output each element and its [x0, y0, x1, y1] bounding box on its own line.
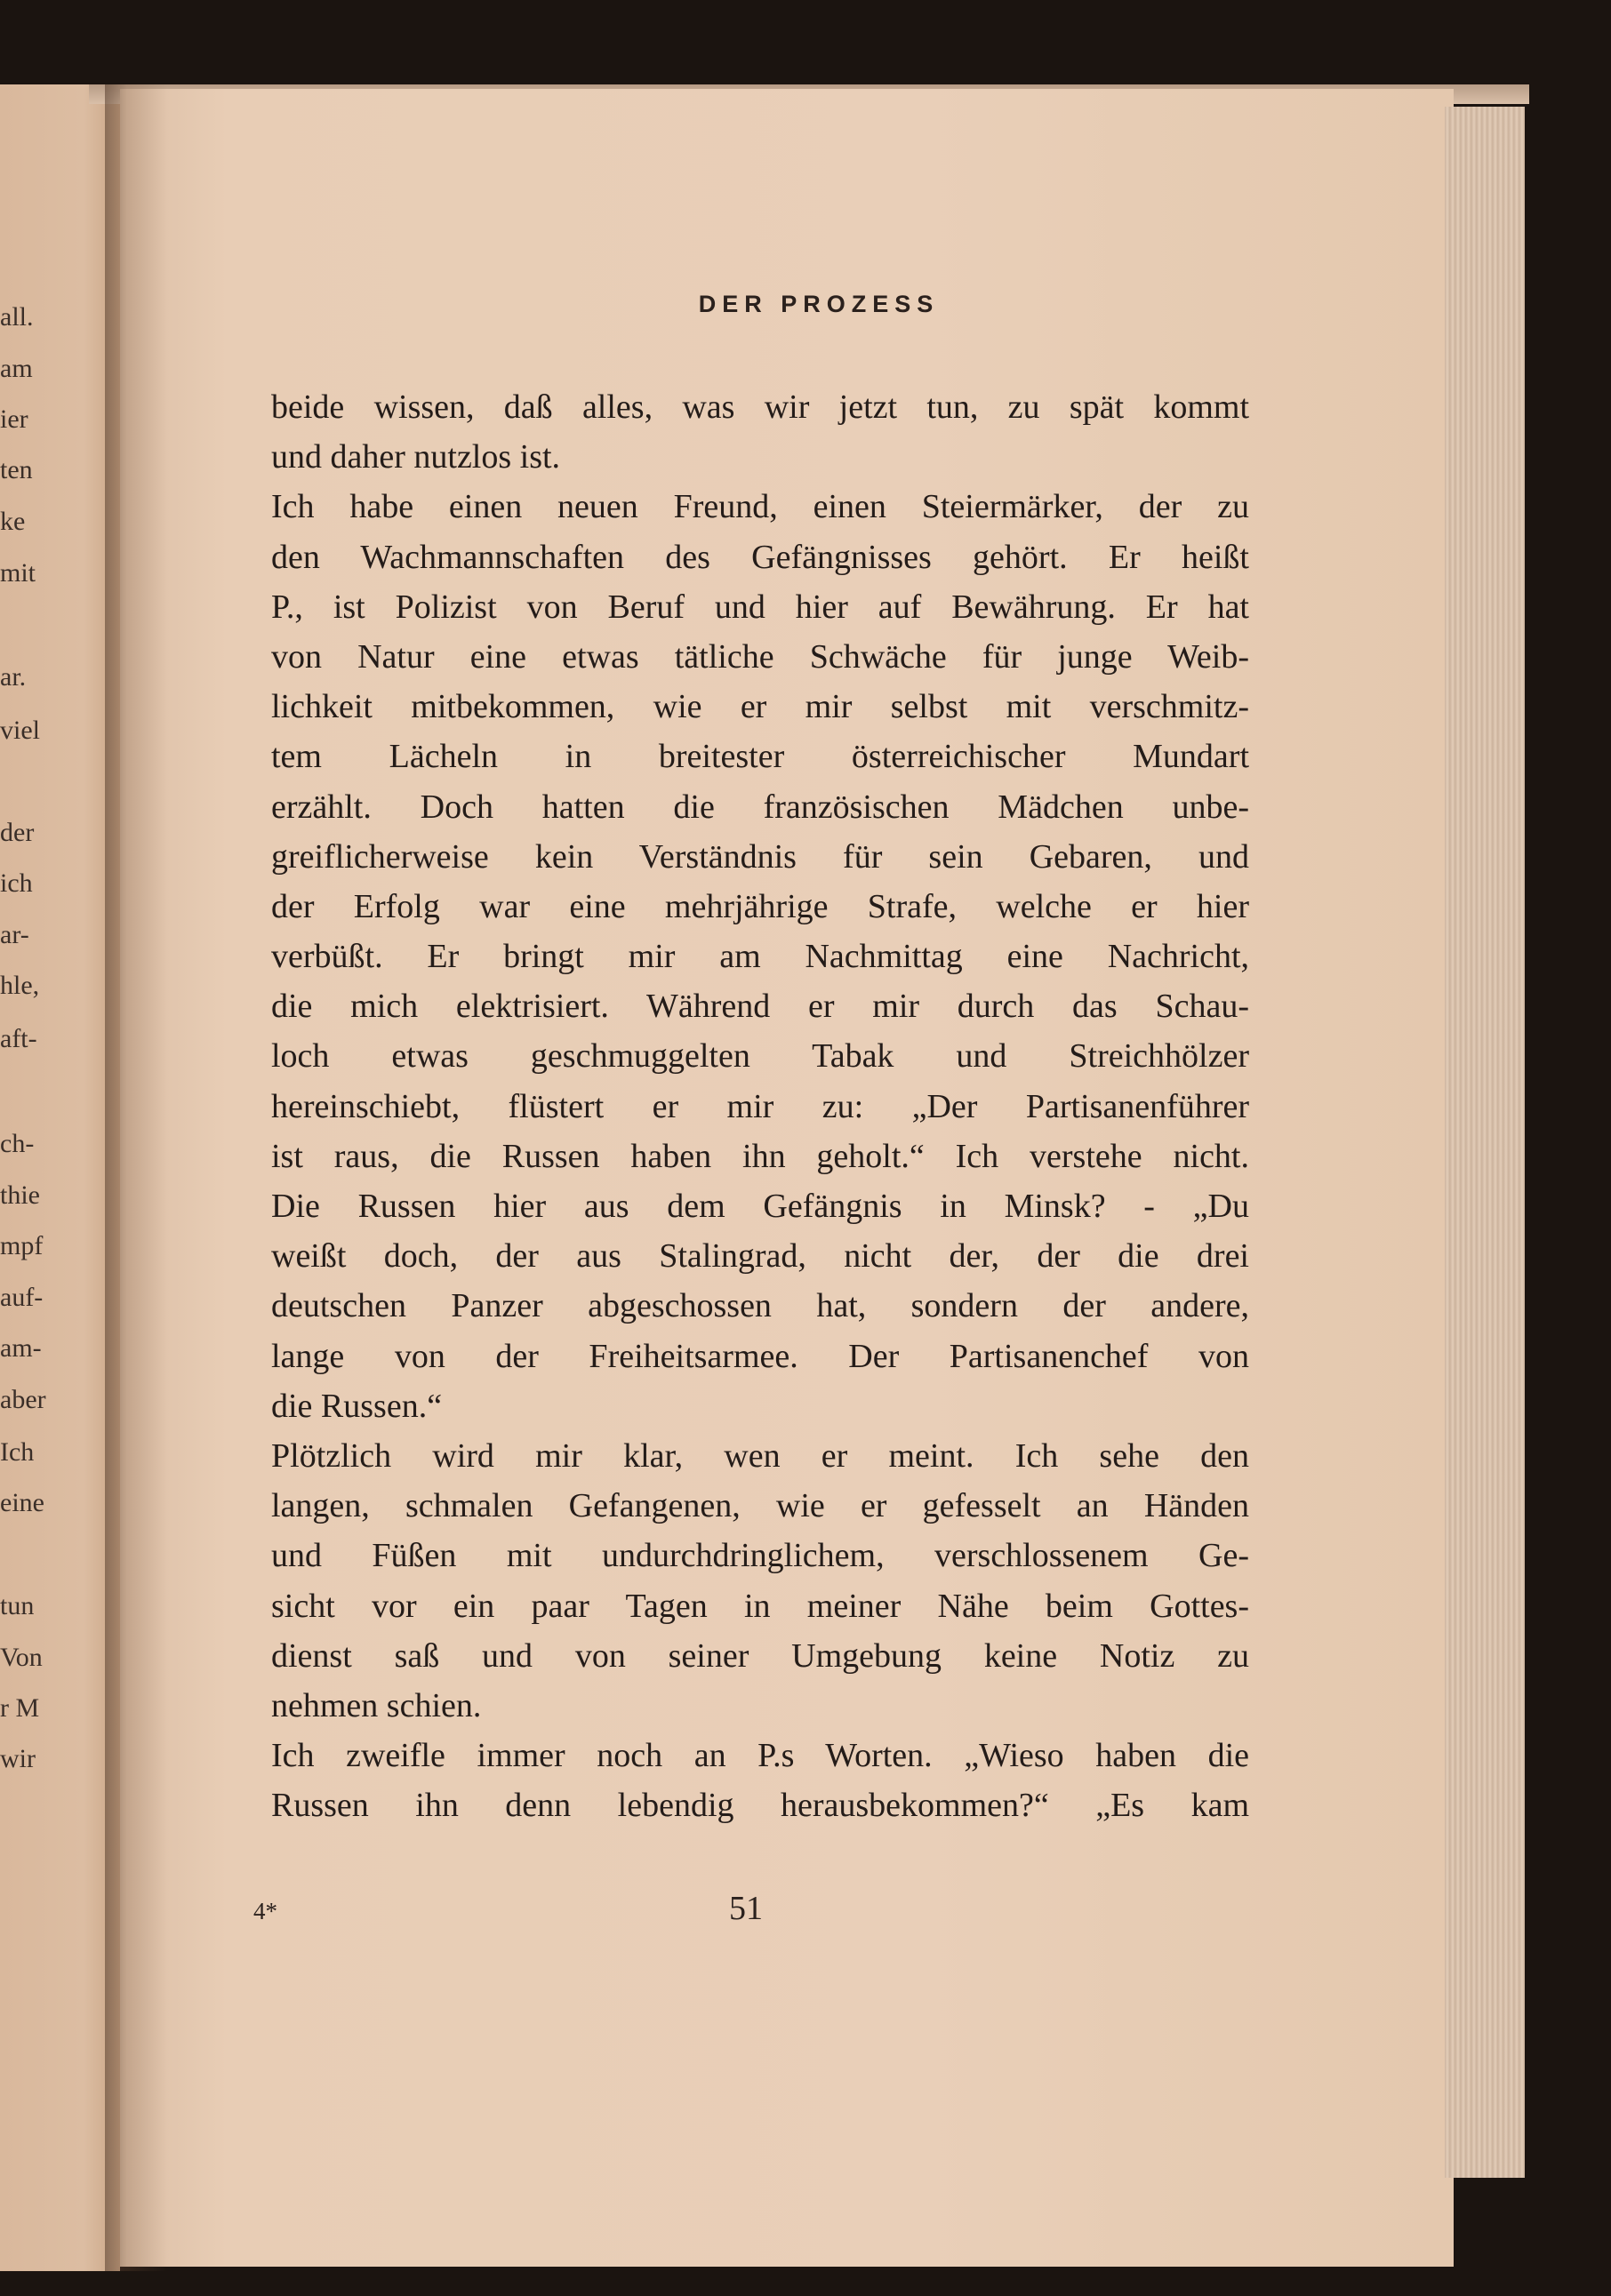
previous-page-fragment: ich — [0, 868, 33, 898]
previous-page-fragment: Ich — [0, 1437, 35, 1467]
previous-page-fragment: aft- — [0, 1024, 37, 1053]
text-line: den Wachmannschaften des Gefängnisses gehört. Er heißt — [271, 538, 1249, 576]
previous-page-fragment: ar- — [0, 920, 29, 949]
previous-page-fragment: aber — [0, 1385, 46, 1414]
previous-page-fragment: ten — [0, 455, 33, 484]
text-line: von Natur eine etwas tätliche Schwäche für junge Weib- — [271, 637, 1249, 676]
spine-shadow — [105, 84, 167, 2271]
previous-page-edge — [0, 84, 120, 2271]
text-line: Ich zweifle immer noch an P.s Worten. „Wieso haben die — [271, 1737, 1249, 1775]
signature-mark: 4* — [253, 1898, 277, 1924]
body-text — [271, 382, 1249, 1830]
text-line: die mich elektrisiert. Während er mir durch das Schau- — [271, 988, 1249, 1026]
previous-page-fragment: mpf — [0, 1231, 44, 1260]
previous-page-fragment: all. — [0, 302, 34, 332]
text-line: weißt doch, der aus Stalingrad, nicht der, der die drei — [271, 1237, 1249, 1276]
previous-page-fragment: ch- — [0, 1129, 35, 1158]
previous-page-fragment: tun — [0, 1591, 35, 1620]
text-line: sicht vor ein paar Tagen in meiner Nähe beim Gottes- — [271, 1587, 1249, 1625]
text-line: Die Russen hier aus dem Gefängnis in Minsk? - „Du — [271, 1188, 1249, 1225]
previous-page-fragment: ar. — [0, 662, 27, 692]
running-head: DER PROZESS — [698, 291, 940, 317]
previous-page-fragment: thie — [0, 1180, 40, 1210]
previous-page-fragment: auf- — [0, 1283, 44, 1312]
text-line: verbüßt. Er bringt mir am Nachmittag eine Nachricht, — [271, 938, 1249, 976]
text-line: tem Lächeln in breitester österreichischer Mundart — [271, 738, 1249, 776]
previous-page-fragment: der — [0, 818, 35, 847]
previous-page-fragment: mit — [0, 558, 36, 588]
previous-page-fragment: ke — [0, 507, 26, 536]
text-line: Ich habe einen neuen Freund, einen Steiermärker, der zu — [271, 488, 1249, 526]
previous-page-fragment: am — [0, 354, 33, 383]
text-line: und daher nutzlos ist. — [271, 438, 561, 476]
text-line: langen, schmalen Gefangenen, wie er gefesselt an Händen — [271, 1487, 1249, 1525]
text-line: die Russen.“ — [271, 1387, 443, 1425]
previous-page-fragment: Von — [0, 1643, 43, 1672]
previous-page-fragment: hle, — [0, 971, 40, 1000]
text-line: und Füßen mit undurchdringlichem, verschlossenem Ge- — [271, 1537, 1249, 1575]
text-line: nehmen schien. — [271, 1686, 482, 1724]
previous-page-fragment: eine — [0, 1488, 44, 1517]
text-line: lichkeit mitbekommen, wie er mir selbst mit verschmitz- — [271, 688, 1249, 726]
text-line: lange von der Freiheitsarmee. Der Partisanenchef von — [271, 1337, 1249, 1375]
page-number: 51 — [729, 1890, 763, 1927]
text-line: Plötzlich wird mir klar, wen er meint. Ich sehe den — [271, 1436, 1249, 1475]
text-line: der Erfolg war eine mehrjährige Strafe, welche er hier — [271, 887, 1249, 925]
page-stack-edge — [1445, 107, 1525, 2178]
previous-page-fragment: ier — [0, 404, 28, 434]
text-line: greiflicherweise kein Verständnis für sein Gebaren, und — [271, 837, 1249, 876]
text-line: P., ist Polizist von Beruf und hier auf Bewährung. Er hat — [271, 588, 1249, 626]
text-line: loch etwas geschmuggelten Tabak und Streichhölzer — [271, 1037, 1249, 1076]
text-line: dienst saß und von seiner Umgebung keine Notiz zu — [271, 1636, 1249, 1675]
text-line: deutschen Panzer abgeschossen hat, sondern der andere, — [271, 1287, 1249, 1325]
previous-page-fragment: am- — [0, 1333, 42, 1363]
text-line: ist raus, die Russen haben ihn geholt.“ Ich verstehe nicht. — [271, 1137, 1249, 1175]
text-line: erzählt. Doch hatten die französischen Mädchen unbe- — [271, 788, 1249, 826]
text-line: hereinschiebt, flüstert er mir zu: „Der Partisanenführer — [271, 1087, 1249, 1125]
text-line: Russen ihn denn lebendig herausbekommen?“ „Es kam — [271, 1787, 1249, 1825]
text-line: beide wissen, daß alles, was wir jetzt tun, zu spät kommt — [271, 388, 1249, 426]
previous-page-fragment: wir — [0, 1744, 36, 1773]
previous-page-fragment: r M — [0, 1693, 40, 1723]
previous-page-fragment: viel — [0, 716, 40, 745]
